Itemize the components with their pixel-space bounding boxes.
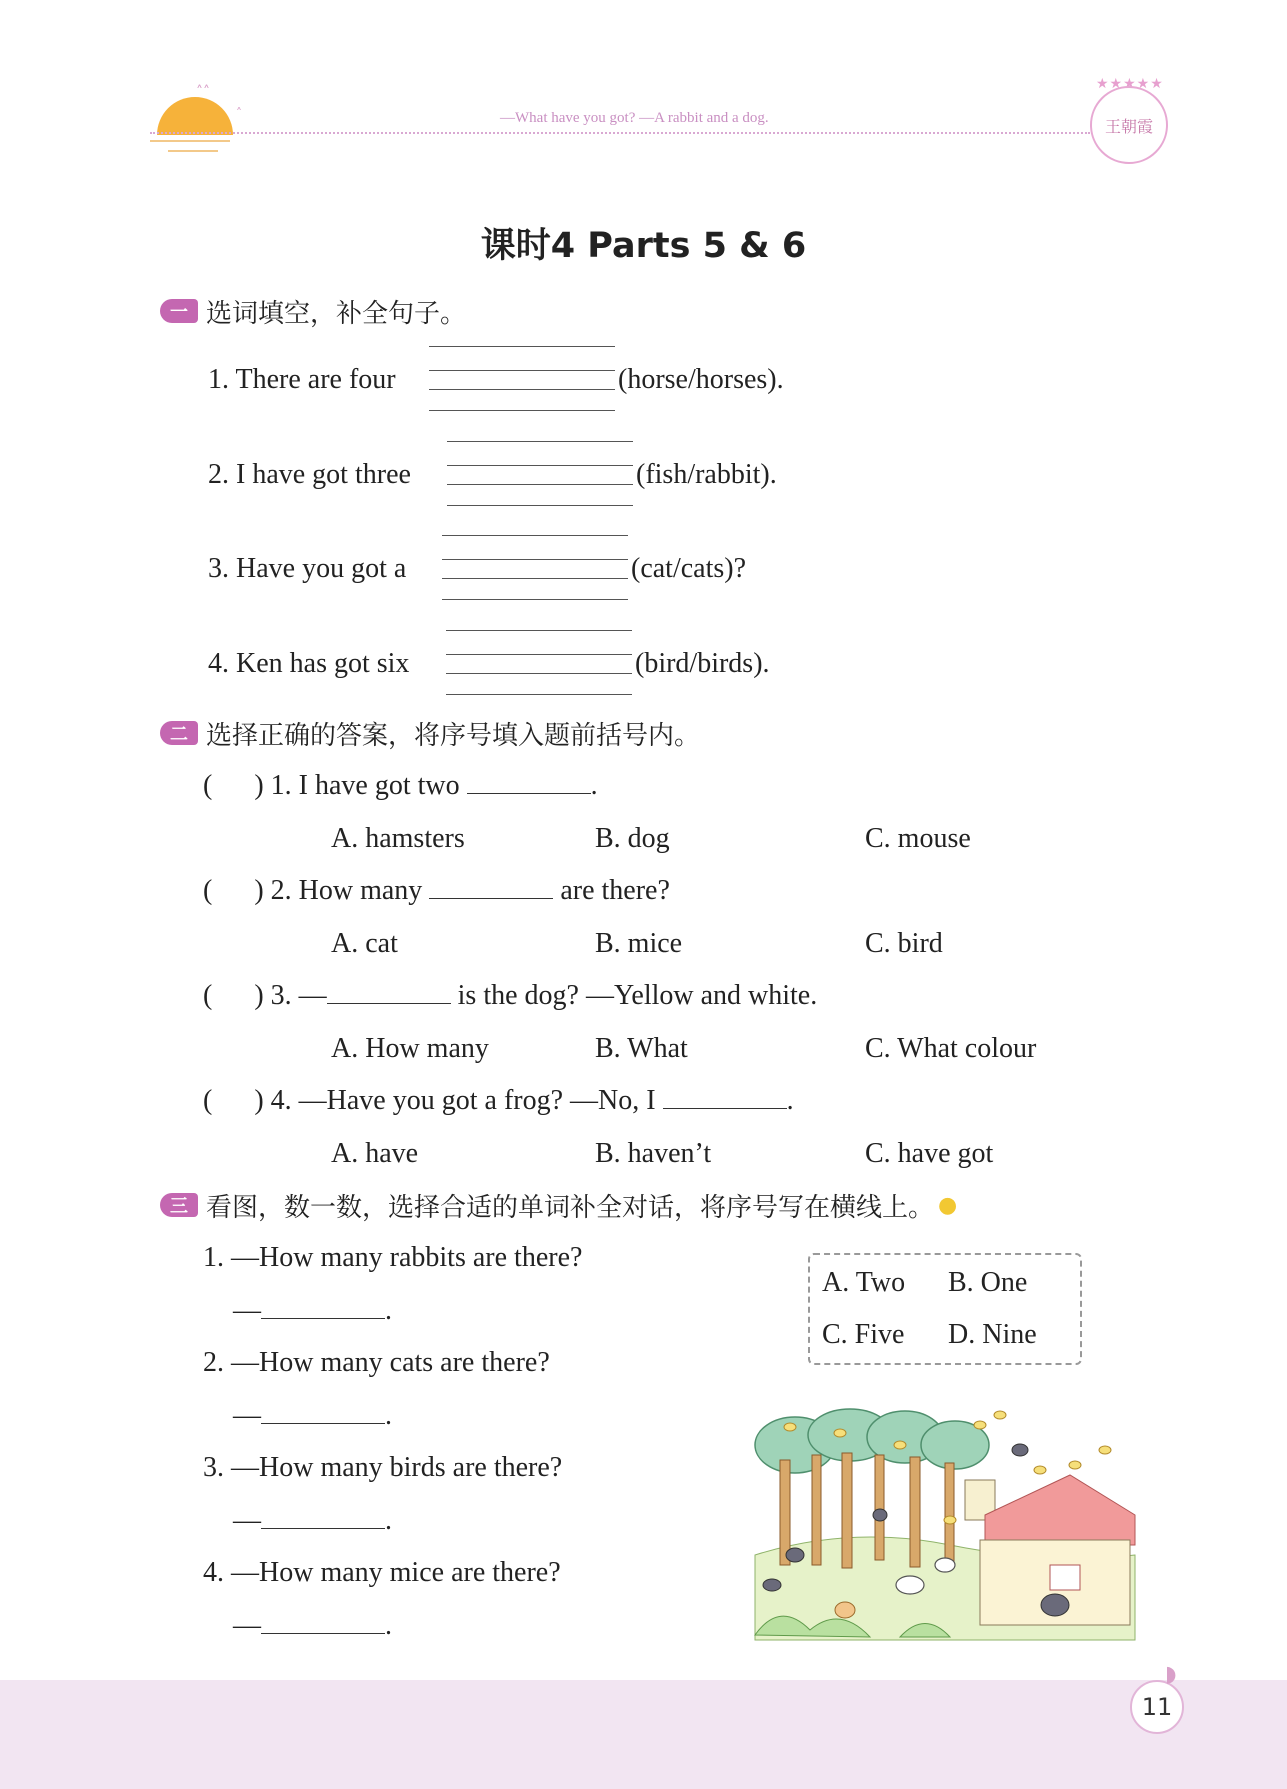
answer-paren[interactable]: ( ): [203, 770, 264, 801]
question-end: are there?: [560, 875, 670, 906]
fill-item-2: [208, 459, 411, 491]
section-2-heading: 选择正确的答案，将序号填入题前括号内。: [206, 720, 701, 751]
section-1-heading: 选词填空，补全句子。: [206, 298, 467, 329]
answer-blank[interactable]: [327, 1002, 451, 1004]
option-c: C. have got: [865, 1138, 994, 1169]
answer-paren[interactable]: ( ): [203, 1085, 264, 1116]
dolphin-icon: ◗: [1165, 1662, 1177, 1687]
fill-item-3-suffix: (cat/cats)?: [631, 553, 747, 584]
fill-item-2-suffix: (fish/rabbit).: [636, 459, 777, 490]
option-c: C. What colour: [865, 1033, 1037, 1064]
section-2-badge: 二: [160, 721, 198, 745]
answer-end: .: [385, 1400, 392, 1431]
mc-question-4: [203, 1085, 794, 1117]
count-answer-2: [233, 1400, 392, 1432]
answer-blank[interactable]: [261, 1422, 385, 1424]
word-option-c: C. Five: [822, 1319, 905, 1350]
question-end: is the dog? —Yellow and white.: [457, 980, 818, 1011]
option-a: A. have: [331, 1138, 419, 1169]
section-3-badge: 三: [160, 1193, 198, 1217]
sun-reflection-line: [150, 140, 230, 142]
bird-icon: ˄˄: [196, 84, 210, 100]
publisher-logo: [1090, 86, 1168, 164]
four-line-writing-area[interactable]: [446, 630, 632, 694]
word-option-b: B. One: [948, 1267, 1028, 1298]
option-c: C. mouse: [865, 823, 971, 854]
option-a: A. How many: [331, 1033, 489, 1064]
option-b: B. What: [595, 1033, 688, 1064]
option-c: C. bird: [865, 928, 943, 959]
answer-blank[interactable]: [261, 1527, 385, 1529]
bird-icon: ˄: [236, 106, 242, 120]
hamster: [835, 1602, 855, 1618]
count-question-4: 4. —How many mice are there?: [203, 1557, 561, 1588]
count-question-2: 2. —How many cats are there?: [203, 1347, 550, 1378]
mc-question-3: [203, 980, 817, 1012]
fill-item-1-prefix: 1. There are four: [208, 364, 396, 395]
page-number: [1130, 1680, 1184, 1734]
running-title: —What have you got? —A rabbit and a dog.: [500, 110, 769, 126]
answer-dash: —: [233, 1295, 261, 1326]
count-answer-1: [233, 1295, 392, 1327]
mc-question-2: [203, 875, 670, 907]
section-3-heading: 看图，数一数，选择合适的单词补全对话，将序号写在横线上。: [206, 1192, 935, 1223]
question-text: 1. I have got two: [270, 770, 460, 801]
section-3-header: [160, 1190, 958, 1223]
question-text: 4. —Have you got a frog? —No, I: [270, 1085, 656, 1116]
fill-item-3: [208, 553, 406, 585]
page-number-text: 11: [1141, 1693, 1173, 1721]
question-text: 3. —: [270, 980, 327, 1011]
scene-illustration: [750, 1405, 1138, 1645]
answer-blank[interactable]: [261, 1632, 385, 1634]
answer-blank[interactable]: [429, 897, 553, 899]
answer-paren[interactable]: ( ): [203, 875, 264, 906]
section-1-badge: 一: [160, 299, 198, 323]
option-b: B. mice: [595, 928, 683, 959]
answer-blank[interactable]: [261, 1317, 385, 1319]
four-line-writing-area[interactable]: [442, 535, 628, 599]
word-choice-box: [808, 1253, 1082, 1365]
option-b: B. dog: [595, 823, 670, 854]
word-option-d: D. Nine: [948, 1319, 1037, 1350]
fill-item-1: [208, 364, 396, 396]
sun-graphic: [157, 97, 233, 173]
fill-item-1-suffix: (horse/horses).: [618, 364, 784, 395]
question-end: .: [786, 1085, 794, 1116]
section-2-header: [160, 718, 701, 751]
four-line-writing-area[interactable]: [447, 441, 633, 505]
count-answer-3: [233, 1505, 392, 1537]
answer-blank[interactable]: [663, 1107, 787, 1109]
footer-band: [0, 1680, 1287, 1789]
option-a: A. hamsters: [331, 823, 465, 854]
logo-text: 王朝霞: [1104, 116, 1153, 136]
header-divider: [150, 132, 1090, 134]
answer-end: .: [385, 1505, 392, 1536]
word-option-a: A. Two: [822, 1267, 906, 1298]
answer-end: .: [385, 1610, 392, 1641]
answer-paren[interactable]: ( ): [203, 980, 264, 1011]
option-a: A. cat: [331, 928, 398, 959]
answer-end: .: [385, 1295, 392, 1326]
fill-item-3-prefix: 3. Have you got a: [208, 553, 407, 584]
fill-item-4-prefix: 4. Ken has got six: [208, 648, 410, 679]
answer-dash: —: [233, 1400, 261, 1431]
answer-dash: —: [233, 1505, 261, 1536]
mc-question-1: [203, 770, 598, 802]
sun-reflection-line: [168, 150, 218, 152]
section-1-header: [160, 296, 467, 329]
count-answer-4: [233, 1610, 392, 1642]
answer-dash: —: [233, 1610, 261, 1641]
answer-blank[interactable]: [467, 792, 591, 794]
option-b: B. haven’t: [595, 1138, 712, 1169]
count-question-1: 1. —How many rabbits are there?: [203, 1242, 583, 1273]
logo-stars: ★★★★★: [1096, 76, 1164, 92]
count-question-3: 3. —How many birds are there?: [203, 1452, 563, 1483]
lightbulb-icon: ●: [938, 1192, 958, 1218]
question-text: 2. How many: [270, 875, 423, 906]
four-line-writing-area[interactable]: [429, 346, 615, 410]
fill-item-4-suffix: (bird/birds).: [635, 648, 770, 679]
fill-item-4: [208, 648, 409, 680]
page-title: 课时4 Parts 5 & 6: [480, 226, 807, 266]
question-end: .: [590, 770, 598, 801]
fill-item-2-prefix: 2. I have got three: [208, 459, 411, 490]
